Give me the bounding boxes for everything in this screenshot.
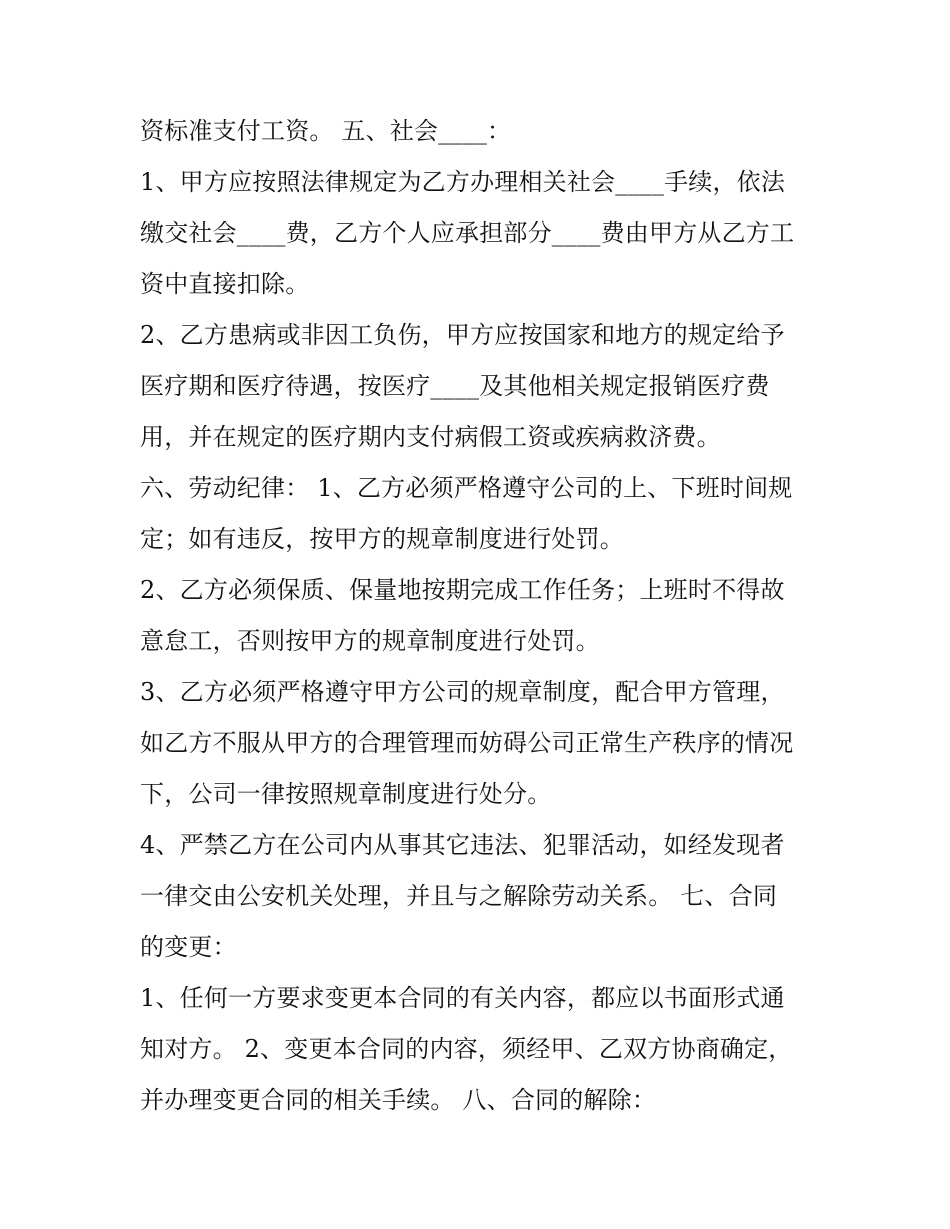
text-line: 一律交由公安机关处理，并且与之解除劳动关系。 七、合同 bbox=[140, 882, 778, 910]
contract-text-body bbox=[140, 106, 820, 1126]
text-line: 六、劳动纪律： 1、乙方必须严格遵守公司的上、下班时间规 bbox=[140, 474, 793, 502]
text-line: 的变更： bbox=[140, 933, 237, 961]
text-line: 医疗期和医疗待遇，按医疗____及其他相关规定报销医疗费 bbox=[140, 372, 770, 400]
text-line: 用，并在规定的医疗期内支付病假工资或疾病救济费。 bbox=[140, 423, 721, 451]
text-line: 2、乙方患病或非因工负伤，甲方应按国家和地方的规定给予 bbox=[140, 321, 785, 349]
text-line: 1、甲方应按照法律规定为乙方办理相关社会____手续，依法 bbox=[140, 168, 786, 196]
text-line: 3、乙方必须严格遵守甲方公司的规章制度，配合甲方管理， bbox=[140, 678, 785, 706]
text-line: 1、任何一方要求变更本合同的有关内容，都应以书面形式通 bbox=[140, 984, 785, 1012]
text-line: 如乙方不服从甲方的合理管理而妨碍公司正常生产秩序的情况 bbox=[140, 729, 794, 757]
text-line: 意怠工，否则按甲方的规章制度进行处罚。 bbox=[140, 627, 600, 655]
text-line: 资标准支付工资。 五、社会____： bbox=[140, 117, 512, 145]
text-line: 缴交社会____费，乙方个人应承担部分____费由甲方从乙方工 bbox=[140, 219, 795, 247]
text-line: 下，公司一律按照规章制度进行处分。 bbox=[140, 780, 552, 808]
text-line: 定；如有违反，按甲方的规章制度进行处罚。 bbox=[140, 525, 624, 553]
text-line: 知对方。 2、变更本合同的内容，须经甲、乙双方协商确定， bbox=[140, 1035, 793, 1063]
text-line: 2、乙方必须保质、保量地按期完成工作任务；上班时不得故 bbox=[140, 576, 785, 604]
text-line: 资中直接扣除。 bbox=[140, 270, 310, 298]
text-line: 4、严禁乙方在公司内从事其它违法、犯罪活动，如经发现者 bbox=[140, 831, 785, 859]
text-line: 并办理变更合同的相关手续。 八、合同的解除： bbox=[140, 1086, 657, 1114]
